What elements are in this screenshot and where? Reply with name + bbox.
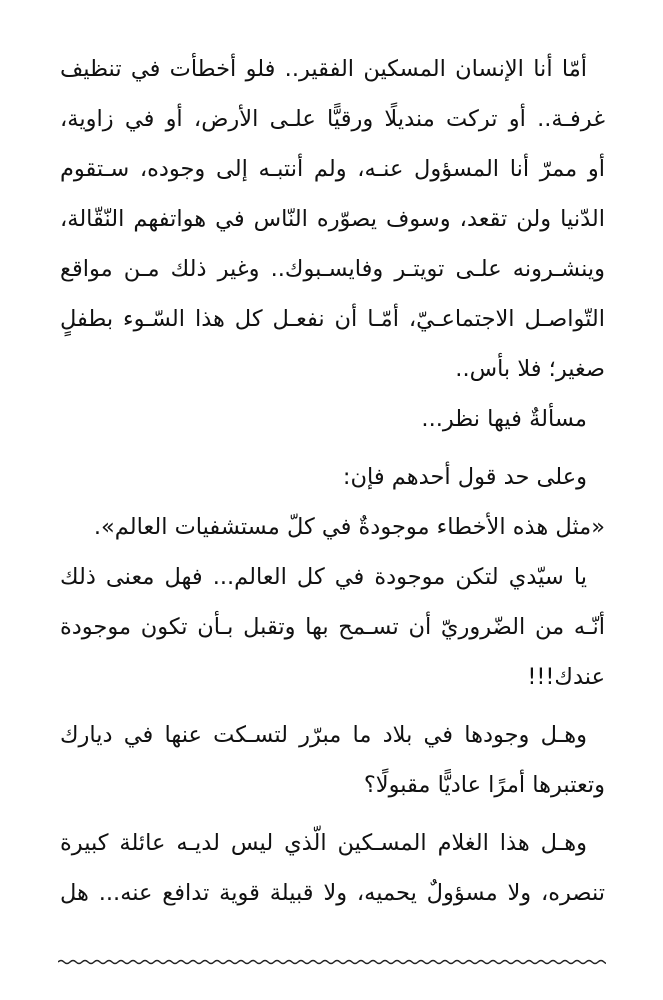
paragraph-5 (60, 552, 605, 702)
text-line: يا سيّدي لتكن موجودة في كل العالم... فهل معنى ذلك (60, 564, 587, 590)
page-body (60, 44, 605, 918)
paragraph-4 (60, 502, 605, 552)
text-line: أو ممرّ أنا المسؤول عنـه، ولم أنتبـه إلى وجوده، سـتقوم (60, 156, 605, 182)
text-line: وهـل هذا الغلام المسـكين الّذي ليس لديـه عائلة كبيرة (60, 830, 587, 856)
paragraph-2 (60, 394, 605, 444)
paragraph-7 (60, 818, 605, 918)
wavy-line (58, 961, 606, 964)
text-line: غرفـة.. أو تركت منديلًا ورقيًّا علـى الأرض، أو في زاوية، (60, 106, 605, 132)
quote-line: «مثل هذه الأخطاء موجودةٌ في كلّ مستشفيات العالم». (93, 514, 605, 540)
text-line: التّواصـل الاجتماعـيّ، أمّـا أن نفعـل كل هذا السّـوء بطفلٍ (60, 306, 605, 332)
text-line: صغير؛ فلا بأس.. (455, 356, 605, 382)
text-line: وتعتبرها أمرًا عاديًّا مقبولًا؟ (363, 772, 605, 798)
text-line: الدّنيا ولن تقعد، وسوف يصوّره النّاس في هواتفهم النّقّالة، (60, 206, 605, 232)
paragraph-6 (60, 710, 605, 810)
text-line: أمّا أنا الإنسان المسكين الفقير.. فلو أخطأت في تنظيف (60, 56, 587, 82)
text-line: تنصره، ولا مسؤولٌ يحميه، ولا قبيلة قوية تدافع عنه... هل (60, 880, 605, 906)
text-line: وهـل وجودها في بلاد ما مبرّر لتسـكت عنها في ديارك (60, 722, 587, 748)
text-line: عندك!!! (527, 664, 605, 690)
text-line: وينشـرونه علـى تويتـر وفايسـبوك.. وغير ذلك مـن مواقع (60, 256, 605, 282)
text-line: وعلى حد قول أحدهم فإن: (342, 464, 587, 490)
paragraph-1 (60, 44, 605, 394)
text-line: أنّـه من الضّروريّ أن تسـمح بها وتقبل بـأن تكون موجودة (60, 614, 605, 640)
text-line: مسألةٌ فيها نظر... (421, 406, 587, 432)
paragraph-3 (60, 452, 605, 502)
wavy-divider-ornament (58, 955, 606, 969)
